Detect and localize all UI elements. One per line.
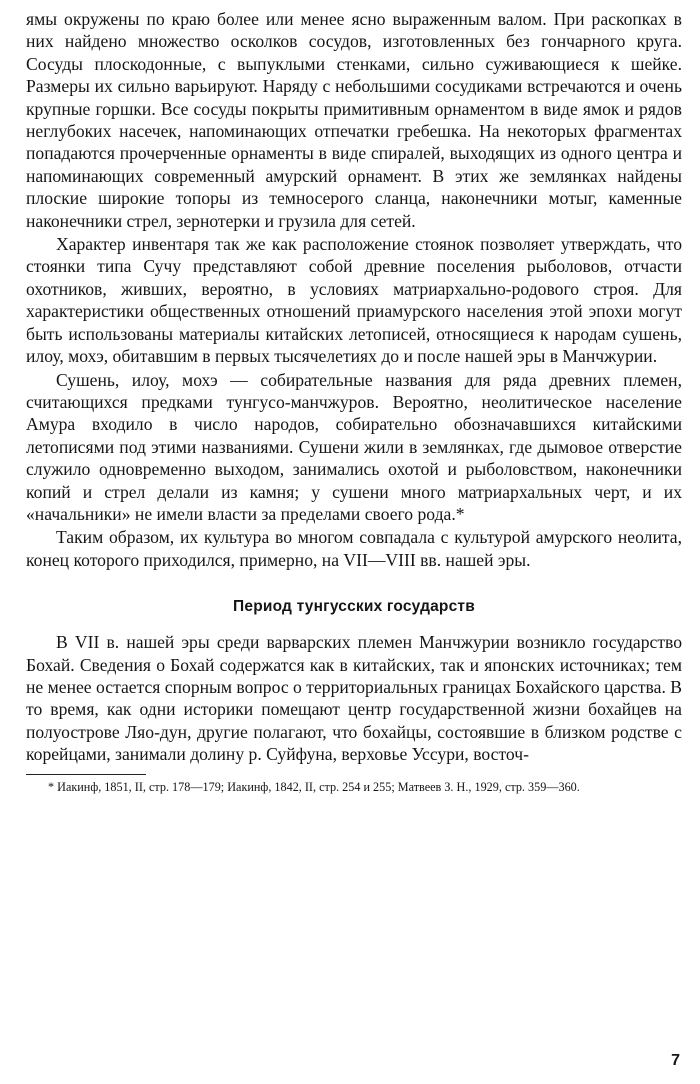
footnote: * Иакинф, 1851, II, стр. 178—179; Иакинф, 1842, II, стр. 254 и 255; Матвеев З. Н., 1929, стр. 359—360. (48, 779, 580, 794)
section-paragraph-1: В VII в. нашей эры среди варварских племен Манчжурии возникло государство Бохай. Сведения о Бохай содержатся как в китайских, так и японских источниках; тем не менее остается спорным вопрос о территориальных границах Бохайского царства. В то время, как одни историки помещают центр государственной жизни бохайцев на полуострове Ляо-дун, другие полагают, что бохайцы, состоявшие в близком родстве с корейцами, занимали долину р. Суйфуна, верховье Уссури, восточ- (26, 632, 682, 765)
paragraph-4: Таким образом, их культура во многом совпадала с культурой амурского неолита, конец которого приходился, примерно, на VII—VIII вв. нашей эры. (26, 527, 682, 570)
paragraph-1: ямы окружены по краю более или менее ясно выраженным валом. При раскопках в них найдено множество осколков сосудов, изготовленных без гончарного круга. Сосуды плоскодонные, с выпуклыми стенками, сильно суживающиеся к шейке. Размеры их сильно варьируют. Наряду с небольшими сосудиками встречаются и очень крупные горшки. Все сосуды покрыты примитивным орнаментом в виде ямок и рядов неглубоких насечек, напоминающих отпечатки гребешка. На некоторых фрагментах попадаются прочерченные орнаменты в виде спиралей, выходящих из одного центра и напоминающих современный амурский орнамент. В этих же землянках найдены плоские широкие топоры из темносерого сланца, наконечники мотыг, каменные наконечники стрел, зернотерки и грузила для сетей. (26, 9, 682, 231)
paragraph-2: Характер инвентаря так же как расположение стоянок позволяет утверждать, что стоянки типа Сучу представляют собой древние поселения рыболовов, отчасти охотников, живших, вероятно, в условиях матриархально-родового строя. Для характеристики общественных отношений приамурского населения этой эпохи могут быть использованы материалы китайских летописей, относящиеся к народам сушень, илоу, мохэ, обитавшим в первых тысячелетиях до и после нашей эры в Манчжурии. (26, 234, 682, 367)
paragraph-3: Сушень, илоу, мохэ — собирательные названия для ряда древних племен, считающихся предками тунгусо-манчжуров. Вероятно, неолитическое население Амура входило в число народов, собирательно обозначавшихся китайскими летописями под этими названиями. Сушени жили в землянках, где дымовое отверстие служило одновременно выходом, занимались охотой и рыболовством, наконечники копий и стрел делали из камня; у сушени много матриархальных черт, и их «начальники» не имели власти за пределами своего рода.* (26, 369, 682, 524)
section-heading: Период тунгусских государств (233, 598, 475, 616)
footnote-divider (26, 774, 146, 775)
page-number: 7 (671, 1052, 680, 1069)
